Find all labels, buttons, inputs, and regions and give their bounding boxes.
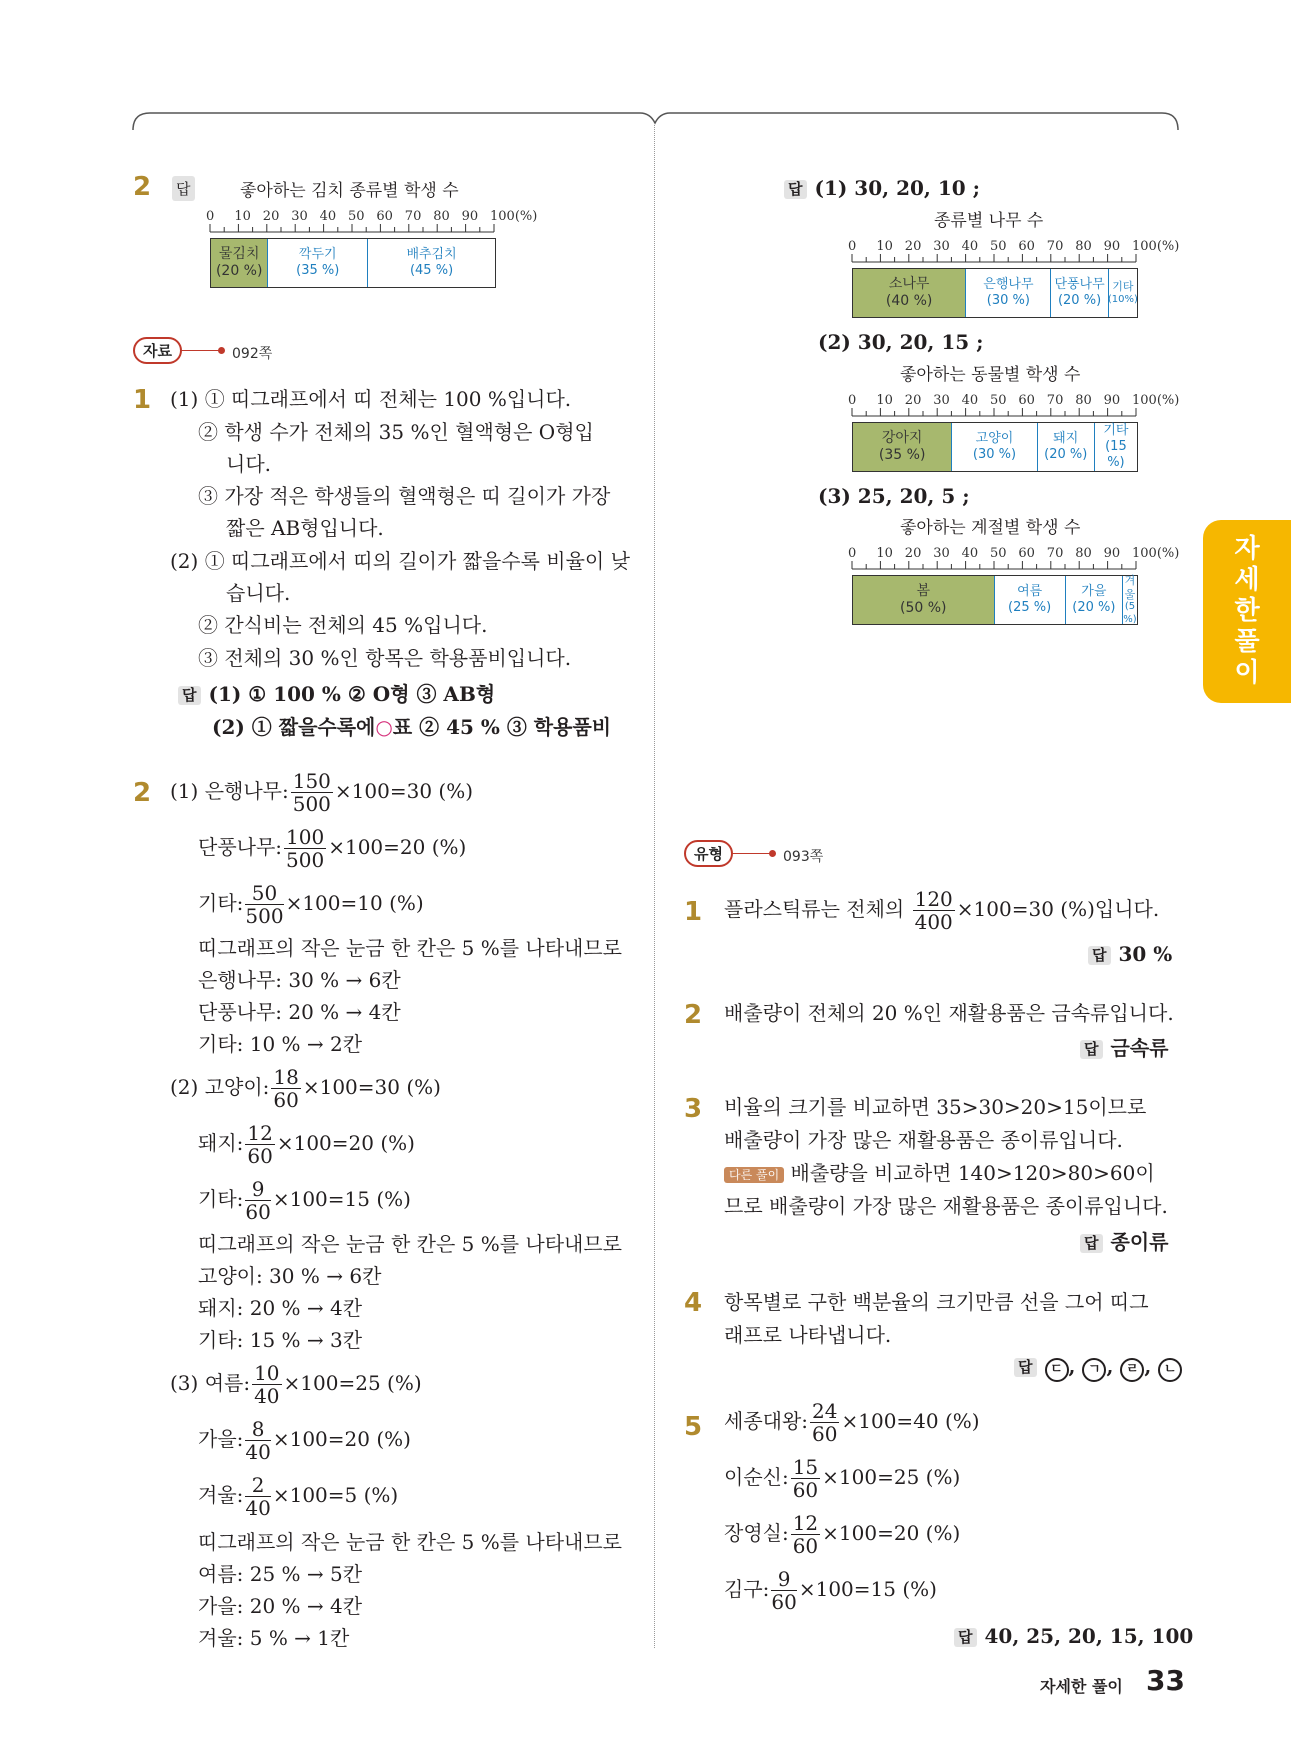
answer-line: (3) 25, 20, 5 ; [818, 484, 970, 508]
note-line: 고양이: 30 % → 6칸 [198, 1264, 382, 1288]
segment-percent: (5 %) [1123, 601, 1137, 625]
scale-label: 10 [876, 546, 893, 561]
calc-row: 돼지: $\frac{12}{60}$ ×100=20 (%) [198, 1121, 415, 1168]
answer-line: 답 (1) 30, 20, 10 ; [784, 178, 980, 199]
scale-label: 80 [1075, 393, 1092, 408]
segment-name: 가을 [1081, 583, 1107, 599]
tag-dot [218, 347, 225, 354]
segment-name: 겨울 [1124, 573, 1136, 601]
segment-percent: (40 %) [885, 293, 933, 309]
scale-label: 10 [234, 209, 251, 224]
answer-line: 답 금속류 [1080, 1038, 1168, 1059]
note-line: 겨울: 5 % → 1칸 [198, 1626, 350, 1650]
question-number: 2 [684, 1000, 703, 1030]
scale-label: 40 [961, 239, 979, 254]
band-segment [1051, 269, 1108, 317]
scale-label: 100(%) [490, 209, 538, 224]
scale-label: 100(%) [1132, 393, 1180, 408]
segment-percent: (45 %) [409, 263, 454, 278]
answer-line: 답 ㄷ , ㄱ , ㄹ , ㄴ [1014, 1356, 1182, 1382]
graph-title: 좋아하는 동물별 학생 수 [900, 365, 1081, 385]
scale-label: 30 [291, 209, 308, 224]
tag-page: 093쪽 [783, 849, 824, 865]
section-tag: 자료 [133, 337, 182, 364]
tag-line [731, 853, 773, 854]
scale-label: 70 [1046, 546, 1064, 561]
scale-label: 100(%) [1132, 239, 1180, 254]
scale-label: 50 [990, 546, 1007, 561]
segment-percent: (20 %) [1057, 293, 1102, 308]
scale-label: 0 [848, 239, 857, 254]
tag-dot [769, 850, 776, 857]
band-segment [952, 423, 1037, 471]
scale-label: 60 [376, 209, 393, 224]
page-header-frame [0, 0, 1291, 140]
solution-line: (1) ① 띠그래프에서 띠 전체는 100 %입니다. [170, 387, 572, 411]
calc-row: 김구: $\frac{9}{60}$ ×100=15 (%) [724, 1567, 937, 1614]
note-line: 돼지: 20 % → 4칸 [198, 1296, 363, 1320]
segment-percent: (50 %) [900, 600, 947, 616]
answer-line: (2) 30, 20, 15 ; [818, 330, 984, 354]
solution-line: ③ 가장 적은 학생들의 혈액형은 띠 길이가 가장 [198, 484, 611, 508]
scale-label: 50 [348, 209, 365, 224]
scale-label: 40 [961, 546, 979, 561]
segment-percent: (35 %) [296, 263, 340, 278]
segment-percent: (15 %) [1105, 438, 1127, 471]
band-segment [1109, 269, 1137, 317]
answer-label: 답 [172, 176, 203, 201]
graph-scale [206, 206, 538, 236]
graph-scale [846, 543, 1180, 573]
calc-row: (2) 고양이: $\frac{18}{60}$ ×100=30 (%) [170, 1065, 441, 1112]
answer-line: 답 (1) ① 100 % ② O형 ③ AB형 [178, 684, 495, 705]
calc-row: 단풍나무: $\frac{100}{500}$ ×100=20 (%) [198, 825, 467, 872]
scale-label: 90 [461, 209, 479, 224]
calc-row: 장영실: $\frac{12}{60}$ ×100=20 (%) [724, 1511, 961, 1558]
scale-label: 30 [933, 239, 950, 254]
calc-row: 플라스틱류는 전체의 $\frac{120}{400}$ ×100=30 (%)입니다. [724, 887, 1160, 934]
solution-line: 배출량이 가장 많은 재활용품은 종이류입니다. [724, 1128, 1123, 1152]
scale-label: 70 [1046, 393, 1064, 408]
side-tab-char: 풀 [1234, 627, 1260, 658]
segment-name: 배추김치 [406, 246, 457, 262]
solution-line: ② 학생 수가 전체의 35 %인 혈액형은 O형입 [198, 420, 594, 444]
segment-name: 은행나무 [983, 276, 1034, 292]
solution-line: 항목별로 구한 백분율의 크기만큼 선을 그어 띠그 [724, 1290, 1149, 1314]
band-segment [1123, 573, 1137, 625]
graph-title: 좋아하는 계절별 학생 수 [900, 518, 1081, 538]
segment-name: 봄 [916, 582, 931, 599]
scale-label: 70 [404, 209, 422, 224]
band-graph [852, 575, 1138, 625]
question-number: 4 [684, 1288, 703, 1318]
note-line: 띠그래프의 작은 눈금 한 칸은 5 %를 나타내므로 [198, 1232, 622, 1256]
scale-label: 60 [1018, 239, 1035, 254]
scale-label: 20 [904, 239, 922, 254]
scale-label: 80 [433, 209, 450, 224]
solution-line: 습니다. [226, 581, 291, 605]
question-number: 2 [133, 172, 152, 202]
segment-percent: (10%) [1107, 293, 1138, 305]
solution-line: 짧은 AB형입니다. [226, 516, 384, 540]
question-number: 1 [133, 385, 152, 415]
graph-title: 좋아하는 김치 종류별 학생 수 [240, 181, 459, 201]
scale-label: 0 [848, 546, 857, 561]
graph-scale [846, 236, 1180, 266]
segment-name: 기타 [1103, 422, 1129, 438]
answer-line: 답 종이류 [1080, 1232, 1168, 1253]
side-tab-char: 한 [1234, 595, 1260, 626]
solution-line: 므로 배출량이 가장 많은 재활용품은 종이류입니다. [724, 1194, 1168, 1218]
segment-name: 돼지 [1053, 430, 1079, 446]
band-segment [995, 576, 1066, 624]
note-line: 단풍나무: 20 % → 4칸 [198, 1000, 401, 1024]
scale-label: 20 [262, 209, 280, 224]
solution-line: 비율의 크기를 비교하면 35>30>20>15이므로 [724, 1095, 1147, 1119]
segment-name: 고양이 [975, 430, 1014, 446]
tag-line [180, 350, 222, 351]
solution-line: 래프로 나타냅니다. [724, 1323, 892, 1347]
solution-line: ② 간식비는 전체의 45 %입니다. [198, 613, 488, 637]
scale-label: 20 [904, 546, 922, 561]
alt-solution-badge: 다른 풀이 [724, 1167, 784, 1183]
segment-percent: (35 %) [878, 447, 926, 463]
segment-name: 소나무 [888, 275, 930, 292]
scale-label: 10 [876, 393, 893, 408]
scale-ruler [846, 390, 1180, 420]
scale-ruler [846, 543, 1180, 573]
scale-ruler [846, 236, 1180, 266]
scale-label: 90 [1103, 393, 1121, 408]
segment-percent: (30 %) [972, 447, 1017, 462]
band-segment [966, 269, 1051, 317]
segment-percent: (30 %) [986, 293, 1030, 308]
graph-scale [846, 390, 1180, 420]
answer-line: 답 30 % [1088, 944, 1172, 965]
question-number: 3 [684, 1094, 703, 1124]
band-segment [268, 239, 368, 287]
note-line: 여름: 25 % → 5칸 [198, 1562, 363, 1586]
side-tab-char: 세 [1234, 564, 1260, 595]
answer-line: 답 40, 25, 20, 15, 100 [954, 1626, 1193, 1647]
solution-line: 니다. [226, 452, 271, 476]
solution-line: (2) ① 띠그래프에서 띠의 길이가 짧을수록 비율이 낮 [170, 549, 630, 573]
solution-line: ③ 전체의 30 %인 항목은 학용품비입니다. [198, 646, 572, 670]
scale-label: 90 [1103, 546, 1121, 561]
note-line: 은행나무: 30 % → 6칸 [198, 968, 401, 992]
note-line: 기타: 10 % → 2칸 [198, 1032, 363, 1056]
scale-label: 30 [933, 393, 950, 408]
note-line: 가을: 20 % → 4칸 [198, 1594, 363, 1618]
segment-percent: (20 %) [215, 263, 263, 279]
calc-row: 가을: $\frac{8}{40}$ ×100=20 (%) [198, 1417, 411, 1464]
segment-name: 깍두기 [298, 246, 337, 262]
scale-label: 10 [876, 239, 893, 254]
segment-name: 여름 [1017, 583, 1043, 599]
footer-label: 자세한 풀이 [1040, 1677, 1123, 1696]
scale-label: 30 [933, 546, 950, 561]
calc-row: (3) 여름: $\frac{10}{40}$ ×100=25 (%) [170, 1361, 422, 1408]
band-segment [368, 239, 495, 287]
solution-line: 배출량이 전체의 20 %인 재활용품은 금속류입니다. [724, 1001, 1174, 1025]
calc-row: (1) 은행나무: $\frac{150}{500}$ ×100=30 (%) [170, 769, 474, 816]
answer-line: (2) ① 짧을수록에○표 ② 45 % ③ 학용품비 [212, 715, 612, 739]
scale-label: 60 [1018, 546, 1035, 561]
band-segment [1095, 423, 1137, 471]
band-segment [1066, 576, 1123, 624]
side-tab-char: 이 [1234, 658, 1260, 689]
calc-row: 이순신: $\frac{15}{60}$ ×100=25 (%) [724, 1455, 961, 1502]
scale-label: 50 [990, 239, 1007, 254]
question-number: 1 [684, 897, 703, 927]
segment-name: 물김치 [218, 245, 260, 262]
scale-label: 60 [1018, 393, 1035, 408]
scale-label: 20 [904, 393, 922, 408]
column-divider [654, 123, 655, 1648]
segment-name: 기타 [1112, 279, 1134, 293]
scale-label: 0 [206, 209, 215, 224]
scale-label: 40 [961, 393, 979, 408]
band-segment [211, 239, 268, 287]
graph-title: 종류별 나무 수 [934, 211, 1044, 231]
calc-row: 세종대왕: $\frac{24}{60}$ ×100=40 (%) [724, 1399, 980, 1446]
scale-label: 50 [990, 393, 1007, 408]
segment-name: 단풍나무 [1054, 276, 1105, 292]
segment-percent: (20 %) [1044, 447, 1088, 462]
scale-label: 80 [1075, 546, 1092, 561]
question-number: 2 [133, 778, 152, 808]
scale-label: 0 [848, 393, 857, 408]
scale-label: 70 [1046, 239, 1064, 254]
question-number: 5 [684, 1412, 703, 1442]
band-graph [852, 422, 1138, 472]
band-segment [853, 576, 995, 624]
band-segment [853, 423, 952, 471]
band-graph [210, 238, 496, 288]
solution-line: 다른 풀이 배출량을 비교하면 140>120>80>60이 [724, 1163, 1155, 1183]
calc-row: 기타: $\frac{9}{60}$ ×100=15 (%) [198, 1177, 411, 1224]
segment-percent: (25 %) [1008, 600, 1052, 615]
side-tab [1203, 520, 1291, 703]
scale-label: 100(%) [1132, 546, 1180, 561]
calc-row: 기타: $\frac{50}{500}$ ×100=10 (%) [198, 881, 424, 928]
scale-ruler [206, 206, 538, 236]
band-segment [853, 269, 966, 317]
note-line: 띠그래프의 작은 눈금 한 칸은 5 %를 나타내므로 [198, 1530, 622, 1554]
section-tag: 유형 [684, 840, 733, 867]
band-graph [852, 268, 1138, 318]
segment-percent: (20 %) [1072, 600, 1116, 615]
note-line: 띠그래프의 작은 눈금 한 칸은 5 %를 나타내므로 [198, 936, 622, 960]
note-line: 기타: 15 % → 3칸 [198, 1328, 363, 1352]
band-segment [1038, 423, 1095, 471]
scale-label: 80 [1075, 239, 1092, 254]
calc-row: 겨울: $\frac{2}{40}$ ×100=5 (%) [198, 1473, 399, 1520]
page-number: 33 [1146, 1664, 1185, 1697]
segment-name: 강아지 [881, 429, 923, 446]
side-tab-char: 자 [1234, 533, 1260, 564]
tag-page: 092쪽 [232, 346, 273, 362]
scale-label: 40 [319, 209, 337, 224]
scale-label: 90 [1103, 239, 1121, 254]
